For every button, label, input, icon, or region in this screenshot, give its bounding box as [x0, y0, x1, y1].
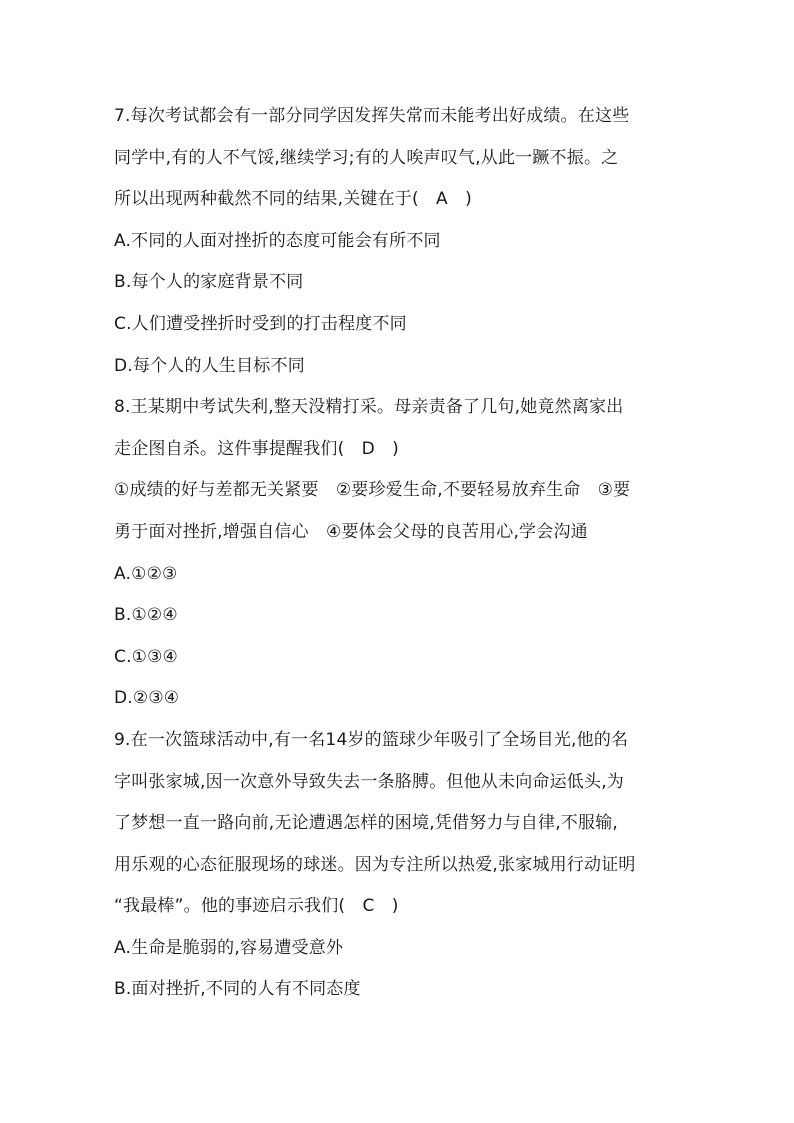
question-9-stem-line-2: 字叫张家城,因一次意外导致失去一条胳膊。但他从未向命运低头,为 [114, 771, 625, 792]
question-9-option-b: B.面对挫折,不同的人有不同态度 [114, 979, 361, 1000]
question-7-option-c: C.人们遭受挫折时受到的打击程度不同 [114, 313, 407, 334]
question-9 [114, 720, 694, 1011]
question-8-option-c: C.①③④ [114, 646, 178, 667]
question-9-stem-line-3: 了梦想一直一路向前,无论遭遇怎样的困境,凭借努力与自律,不服输, [114, 813, 619, 834]
question-9-stem-line-4: 用乐观的心态征服现场的球迷。因为专注所以热爱,张家城用行动证明 [114, 854, 636, 875]
question-7-option-d: D.每个人的人生目标不同 [114, 355, 305, 376]
question-8 [114, 387, 694, 720]
question-7-option-a: A.不同的人面对挫折的态度可能会有所不同 [114, 230, 441, 251]
question-7 [114, 96, 694, 387]
question-9-option-a: A.生命是脆弱的,容易遭受意外 [114, 937, 344, 958]
question-9-stem-line-1: 9.在一次篮球活动中,有一名14岁的篮球少年吸引了全场目光,他的名 [114, 729, 629, 750]
question-8-statements-line-2: 勇于面对挫折,增强自信心 ④要体会父母的良苦用心,学会沟通 [114, 521, 588, 542]
question-8-option-d: D.②③④ [114, 688, 180, 709]
question-9-stem-line-5: “我最棒”。他的事迹启示我们( C ) [114, 896, 399, 917]
question-7-stem-line-3: 所以出现两种截然不同的结果,关键在于( A ) [114, 189, 472, 210]
question-8-stem-line-2: 走企图自杀。这件事提醒我们( D ) [114, 438, 399, 459]
question-8-option-a: A.①②③ [114, 563, 178, 584]
question-8-statements-line-1: ①成绩的好与差都无关紧要 ②要珍爱生命,不要轻易放弃生命 ③要 [114, 480, 631, 501]
question-7-stem-line-2: 同学中,有的人不气馁,继续学习;有的人唉声叹气,从此一蹶不振。之 [114, 147, 619, 168]
question-8-stem-line-1: 8.王某期中考试失利,整天没精打采。母亲责备了几句,她竟然离家出 [114, 397, 624, 418]
question-8-option-b: B.①②④ [114, 605, 178, 626]
question-7-stem-line-1: 7.每次考试都会有一部分同学因发挥失常而未能考出好成绩。在这些 [114, 106, 630, 126]
question-7-option-b: B.每个人的家庭背景不同 [114, 272, 304, 293]
